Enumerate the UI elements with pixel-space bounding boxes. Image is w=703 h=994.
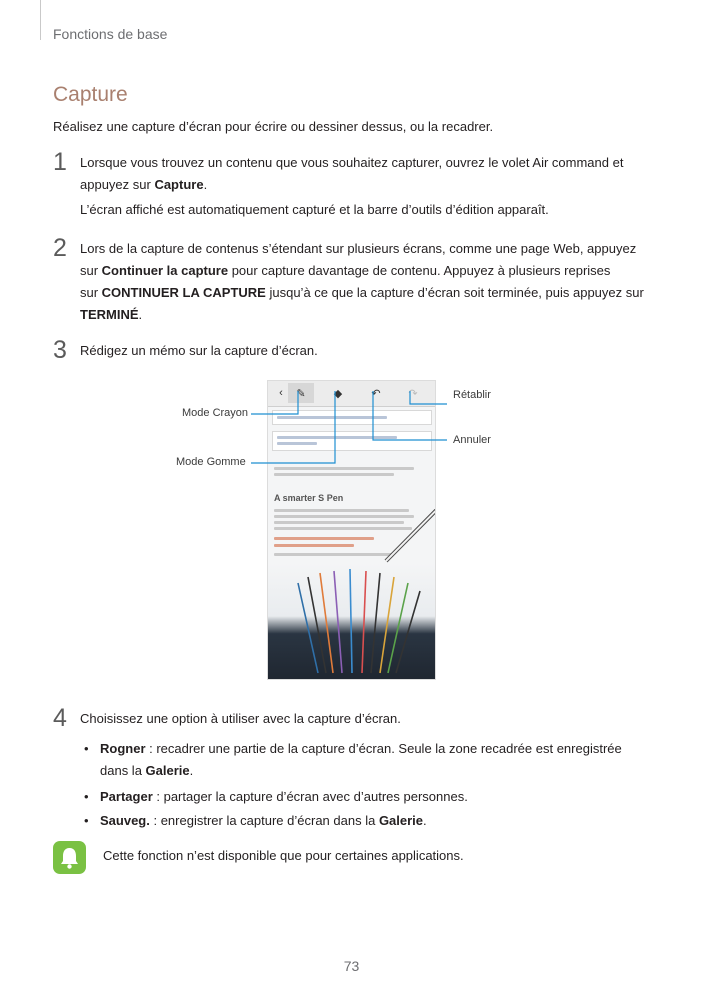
chevron-left-icon: ‹ bbox=[279, 387, 283, 399]
callout-eraser-mode: Mode Gomme bbox=[176, 456, 246, 468]
step-2-line2: sur Continuer la capture pour capture davantage de contenu. Appuyez à plusieurs reprises bbox=[80, 263, 611, 278]
bullet-2: • bbox=[84, 789, 89, 804]
option-crop-line1: Rogner : recadrer une partie de la capture d’écran. Seule la zone recadrée est enregistrée bbox=[100, 741, 622, 756]
step-2-line1: Lors de la capture de contenus s’étendant sur plusieurs écrans, comme une page Web, appuyez bbox=[80, 241, 637, 256]
callout-pen-mode: Mode Crayon bbox=[182, 407, 249, 419]
option-crop-line2: dans la Galerie. bbox=[100, 763, 194, 778]
bullet-3: • bbox=[84, 813, 89, 828]
undo-icon: ↶ bbox=[371, 387, 381, 400]
option-save: Sauveg. : enregistrer la capture d’écran dans la Galerie. bbox=[100, 813, 427, 828]
step-1-line2: appuyez sur Capture. bbox=[80, 177, 208, 192]
step-1-line1: Lorsque vous trouvez un contenu que vous souhaitez capturer, ouvrez le volet Air command et bbox=[80, 155, 624, 170]
step-1-subtext: L’écran affiché est automatiquement capturé et la barre d’outils d’édition apparaît. bbox=[80, 202, 549, 217]
note-text: Cette fonction n’est disponible que pour certaines applications. bbox=[103, 848, 464, 863]
page-number: 73 bbox=[343, 958, 360, 974]
step-number-1: 1 bbox=[53, 148, 67, 176]
option-share: Partager : partager la capture d’écran avec d’autres personnes. bbox=[100, 789, 468, 804]
screen-heading: A smarter S Pen bbox=[274, 493, 344, 503]
redo-icon: ↷ bbox=[408, 387, 418, 400]
intro-paragraph: Réalisez une capture d’écran pour écrire ou dessiner dessus, ou la recadrer. bbox=[53, 119, 494, 134]
step-number-2: 2 bbox=[53, 234, 67, 262]
step-3-text: Rédigez un mémo sur la capture d’écran. bbox=[80, 343, 318, 358]
bell-icon bbox=[53, 841, 86, 874]
pen-icon: ✎ bbox=[288, 383, 314, 403]
page-title: Capture bbox=[53, 83, 128, 106]
step-number-3: 3 bbox=[53, 336, 67, 364]
bullet-1: • bbox=[84, 741, 89, 756]
note-icon bbox=[53, 841, 86, 874]
step-2-line4: TERMINÉ. bbox=[80, 307, 143, 322]
section-header: Fonctions de base bbox=[53, 26, 168, 42]
option-crop bbox=[100, 738, 640, 782]
eraser-icon: ◆ bbox=[333, 387, 343, 400]
step-4-text: Choisissez une option à utiliser avec la capture d’écran. bbox=[80, 711, 401, 726]
callout-undo: Annuler bbox=[453, 434, 491, 446]
callout-redo: Rétablir bbox=[453, 389, 491, 401]
step-2-line3: sur CONTINUER LA CAPTURE jusqu’à ce que la capture d’écran soit terminée, puis appuyez sur bbox=[80, 285, 644, 300]
step-number-4: 4 bbox=[53, 704, 67, 732]
